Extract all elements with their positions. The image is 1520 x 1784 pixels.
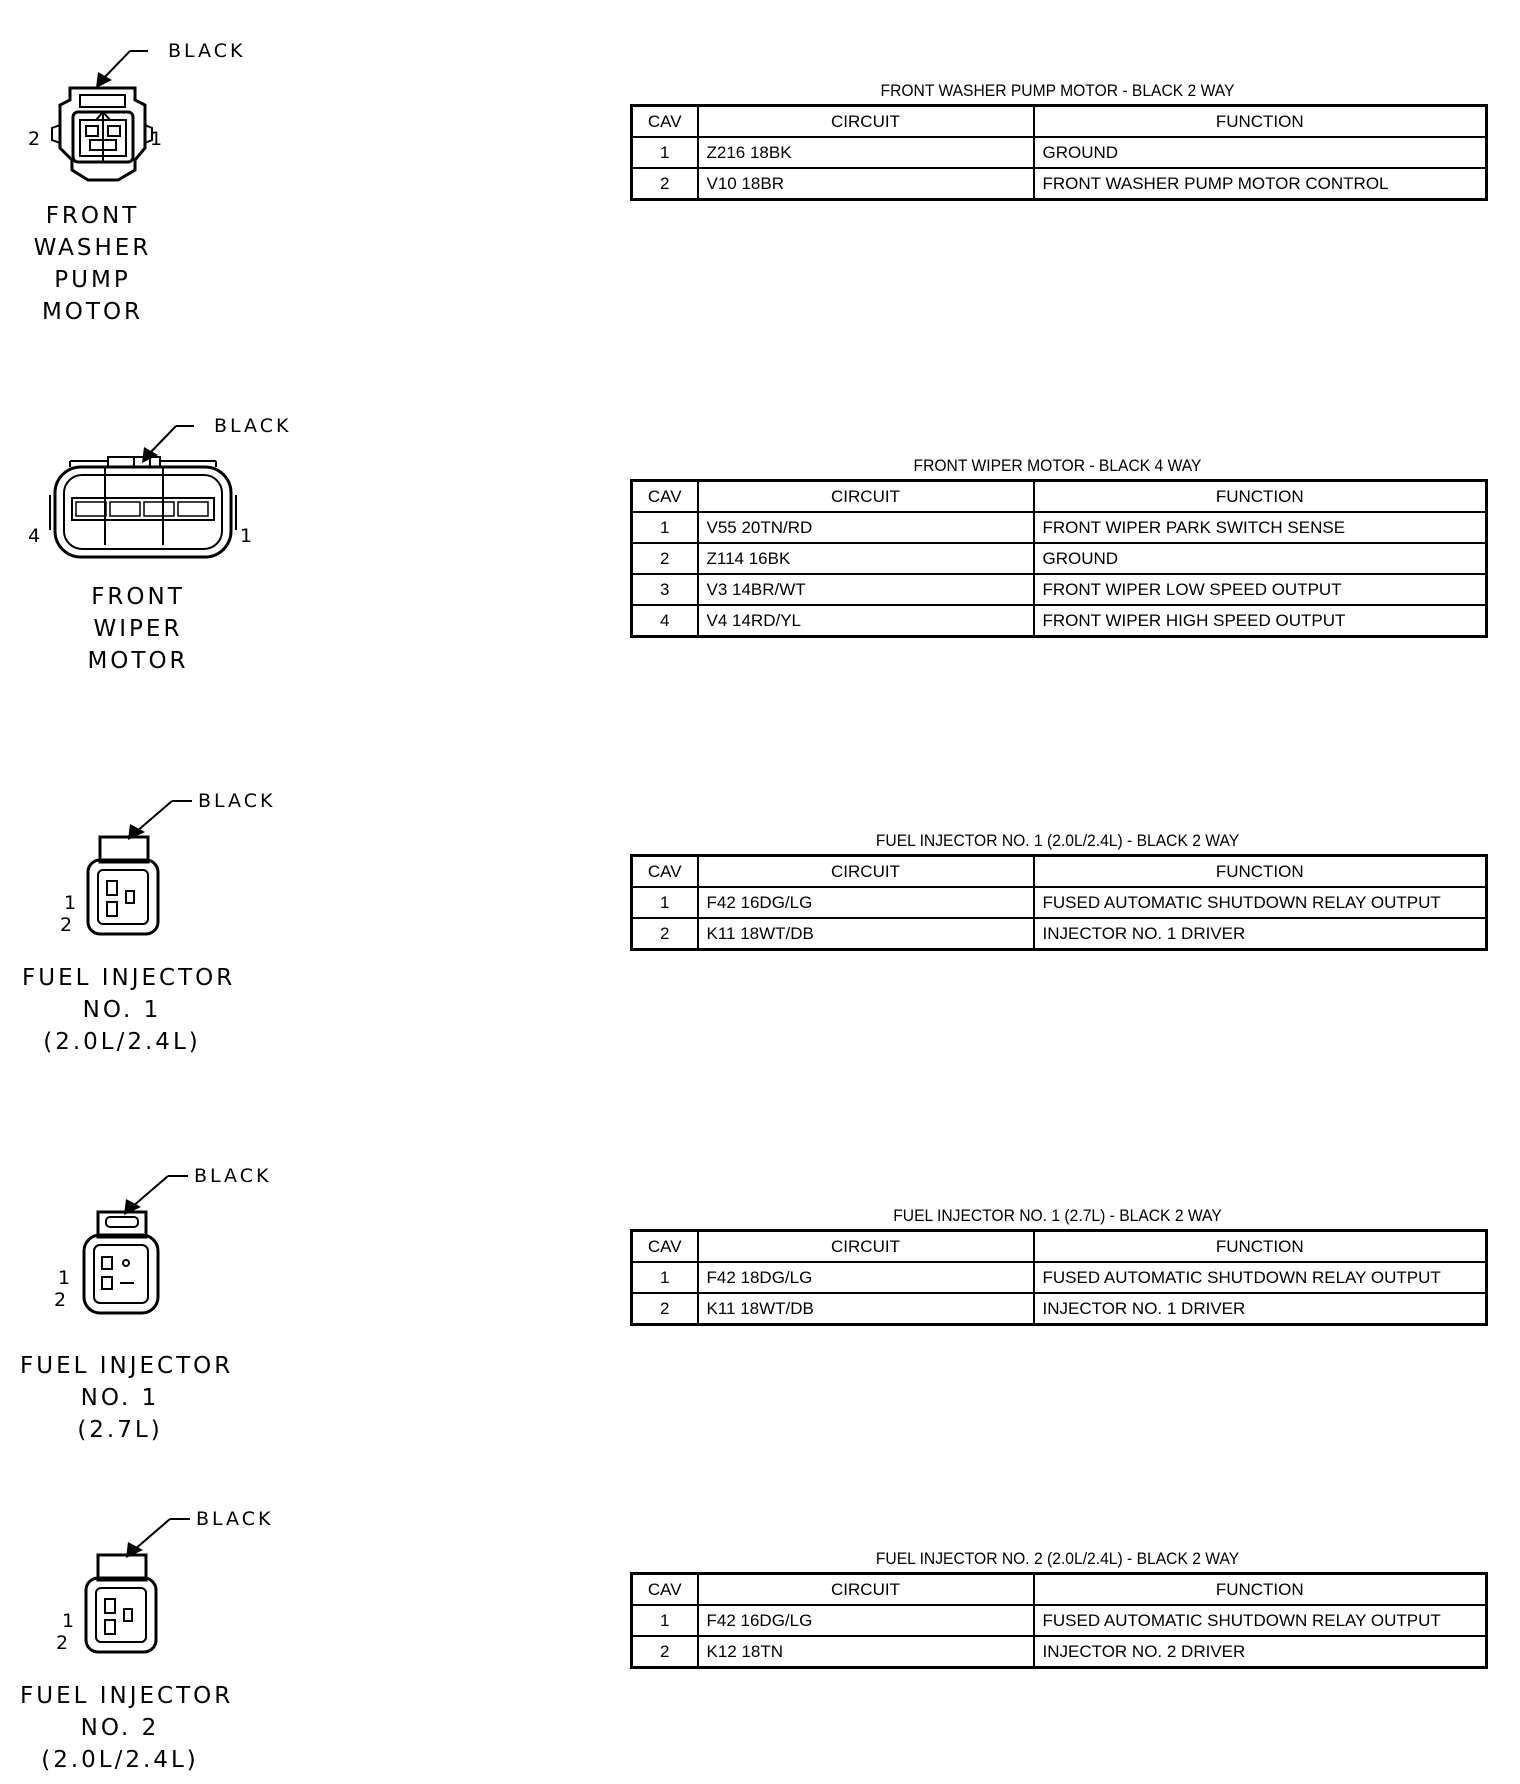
header-cav: CAV (632, 481, 698, 513)
circuit-cell: F42 16DG/LG (698, 1605, 1034, 1636)
table-row (632, 605, 1487, 637)
cav-cell: 1 (632, 887, 698, 918)
header-circuit: CIRCUIT (698, 481, 1034, 513)
header-circuit: CIRCUIT (698, 106, 1034, 138)
function-cell: FRONT WIPER HIGH SPEED OUTPUT (1034, 605, 1487, 637)
pin-number-bottom: 2 (60, 914, 73, 936)
connector-diagram (0, 1125, 520, 1443)
table-row (632, 137, 1487, 168)
header-function: FUNCTION (1034, 481, 1487, 513)
function-cell: INJECTOR NO. 2 DRIVER (1034, 1636, 1487, 1668)
header-circuit: CIRCUIT (698, 856, 1034, 888)
table-title: FUEL INJECTOR NO. 2 (2.0L/2.4L) - BLACK 2 WAY (875, 1549, 1240, 1568)
color-callout: BLACK (196, 1508, 274, 1530)
table-header-row (632, 106, 1487, 138)
table-title: FUEL INJECTOR NO. 1 (2.0L/2.4L) - BLACK 2 WAY (875, 831, 1240, 850)
connector-diagram (0, 1468, 520, 1773)
cav-cell: 2 (632, 1636, 698, 1668)
pinout-table-block (630, 1205, 1485, 1326)
header-function: FUNCTION (1034, 1574, 1487, 1606)
circuit-cell: V10 18BR (698, 168, 1034, 200)
header-function: FUNCTION (1034, 106, 1487, 138)
function-cell: FUSED AUTOMATIC SHUTDOWN RELAY OUTPUT (1034, 887, 1487, 918)
cav-cell: 2 (632, 1293, 698, 1325)
pinout-table-block (630, 455, 1485, 638)
connector-name-label: FUEL INJECTOR NO. 1 (2.7L) (20, 1353, 234, 1443)
circuit-cell: K11 18WT/DB (698, 1293, 1034, 1325)
header-cav: CAV (632, 1231, 698, 1263)
header-cav: CAV (632, 856, 698, 888)
header-function: FUNCTION (1034, 856, 1487, 888)
table-header-row (632, 481, 1487, 513)
function-cell: INJECTOR NO. 1 DRIVER (1034, 918, 1487, 950)
connector-name-label: FUEL INJECTOR NO. 2 (2.0L/2.4L) (20, 1683, 234, 1773)
function-cell: FUSED AUTOMATIC SHUTDOWN RELAY OUTPUT (1034, 1605, 1487, 1636)
table-row (632, 1262, 1487, 1293)
header-cav: CAV (632, 1574, 698, 1606)
circuit-cell: Z216 18BK (698, 137, 1034, 168)
pin-number-right: 1 (150, 128, 163, 150)
header-cav: CAV (632, 106, 698, 138)
cav-cell: 1 (632, 1605, 698, 1636)
connector-diagram (0, 0, 520, 325)
pinout-table (630, 854, 1488, 951)
pin-number-top: 1 (62, 1610, 75, 1632)
pinout-table-block (630, 830, 1485, 951)
function-cell: FRONT WASHER PUMP MOTOR CONTROL (1034, 168, 1487, 200)
table-title: FUEL INJECTOR NO. 1 (2.7L) - BLACK 2 WAY (893, 1206, 1222, 1225)
cav-cell: 1 (632, 1262, 698, 1293)
table-row (632, 512, 1487, 543)
cav-cell: 2 (632, 168, 698, 200)
pinout-table (630, 1572, 1488, 1669)
circuit-cell: V55 20TN/RD (698, 512, 1034, 543)
cav-cell: 1 (632, 512, 698, 543)
circuit-cell: K12 18TN (698, 1636, 1034, 1668)
cav-cell: 1 (632, 137, 698, 168)
color-callout: BLACK (168, 40, 246, 62)
pin-number-bottom: 2 (54, 1289, 67, 1311)
pinout-table-block (630, 80, 1485, 201)
circuit-cell: K11 18WT/DB (698, 918, 1034, 950)
circuit-cell: V3 14BR/WT (698, 574, 1034, 605)
function-cell: GROUND (1034, 137, 1487, 168)
circuit-cell: F42 16DG/LG (698, 887, 1034, 918)
color-callout: BLACK (194, 1165, 272, 1187)
table-row (632, 574, 1487, 605)
table-row (632, 887, 1487, 918)
fuel-injector-connector-icon (0, 1468, 280, 1648)
header-function: FUNCTION (1034, 1231, 1487, 1263)
connector-name-label: FUEL INJECTOR NO. 1 (2.0L/2.4L) (22, 965, 236, 1055)
function-cell: FRONT WIPER PARK SWITCH SENSE (1034, 512, 1487, 543)
connector-diagram (0, 750, 520, 1055)
connector-name-label: FRONT WASHER PUMP MOTOR (33, 203, 152, 325)
cav-cell: 4 (632, 605, 698, 637)
table-row (632, 1605, 1487, 1636)
function-cell: INJECTOR NO. 1 DRIVER (1034, 1293, 1487, 1325)
color-callout: BLACK (214, 415, 292, 437)
pin-number-bottom: 2 (56, 1632, 69, 1654)
color-callout: BLACK (198, 790, 276, 812)
table-row (632, 168, 1487, 200)
table-row (632, 543, 1487, 574)
washer-pump-connector-icon (0, 0, 260, 220)
circuit-cell: V4 14RD/YL (698, 605, 1034, 637)
fuel-injector-connector-icon (0, 1125, 280, 1305)
pinout-table (630, 104, 1488, 201)
pinout-table (630, 1229, 1488, 1326)
header-circuit: CIRCUIT (698, 1231, 1034, 1263)
fuel-injector-connector-icon (0, 750, 280, 930)
function-cell: FRONT WIPER LOW SPEED OUTPUT (1034, 574, 1487, 605)
table-title: FRONT WASHER PUMP MOTOR - BLACK 2 WAY (880, 81, 1235, 100)
table-row (632, 1293, 1487, 1325)
table-row (632, 918, 1487, 950)
pin-number-top: 1 (64, 892, 77, 914)
cav-cell: 2 (632, 543, 698, 574)
connector-diagram (0, 375, 520, 675)
circuit-cell: Z114 16BK (698, 543, 1034, 574)
table-title: FRONT WIPER MOTOR - BLACK 4 WAY (913, 456, 1202, 475)
pin-number-right: 1 (240, 525, 253, 547)
pin-number-left: 4 (28, 525, 41, 547)
table-header-row (632, 1574, 1487, 1606)
header-circuit: CIRCUIT (698, 1574, 1034, 1606)
table-header-row (632, 856, 1487, 888)
circuit-cell: F42 18DG/LG (698, 1262, 1034, 1293)
cav-cell: 2 (632, 918, 698, 950)
function-cell: FUSED AUTOMATIC SHUTDOWN RELAY OUTPUT (1034, 1262, 1487, 1293)
pinout-table (630, 479, 1488, 638)
table-header-row (632, 1231, 1487, 1263)
function-cell: GROUND (1034, 543, 1487, 574)
pinout-table-block (630, 1548, 1485, 1669)
cav-cell: 3 (632, 574, 698, 605)
connector-name-label: FRONT WIPER MOTOR (87, 584, 189, 674)
pin-number-top: 1 (58, 1267, 71, 1289)
wiper-motor-connector-icon (0, 375, 300, 555)
pin-number-left: 2 (28, 128, 41, 150)
table-row (632, 1636, 1487, 1668)
